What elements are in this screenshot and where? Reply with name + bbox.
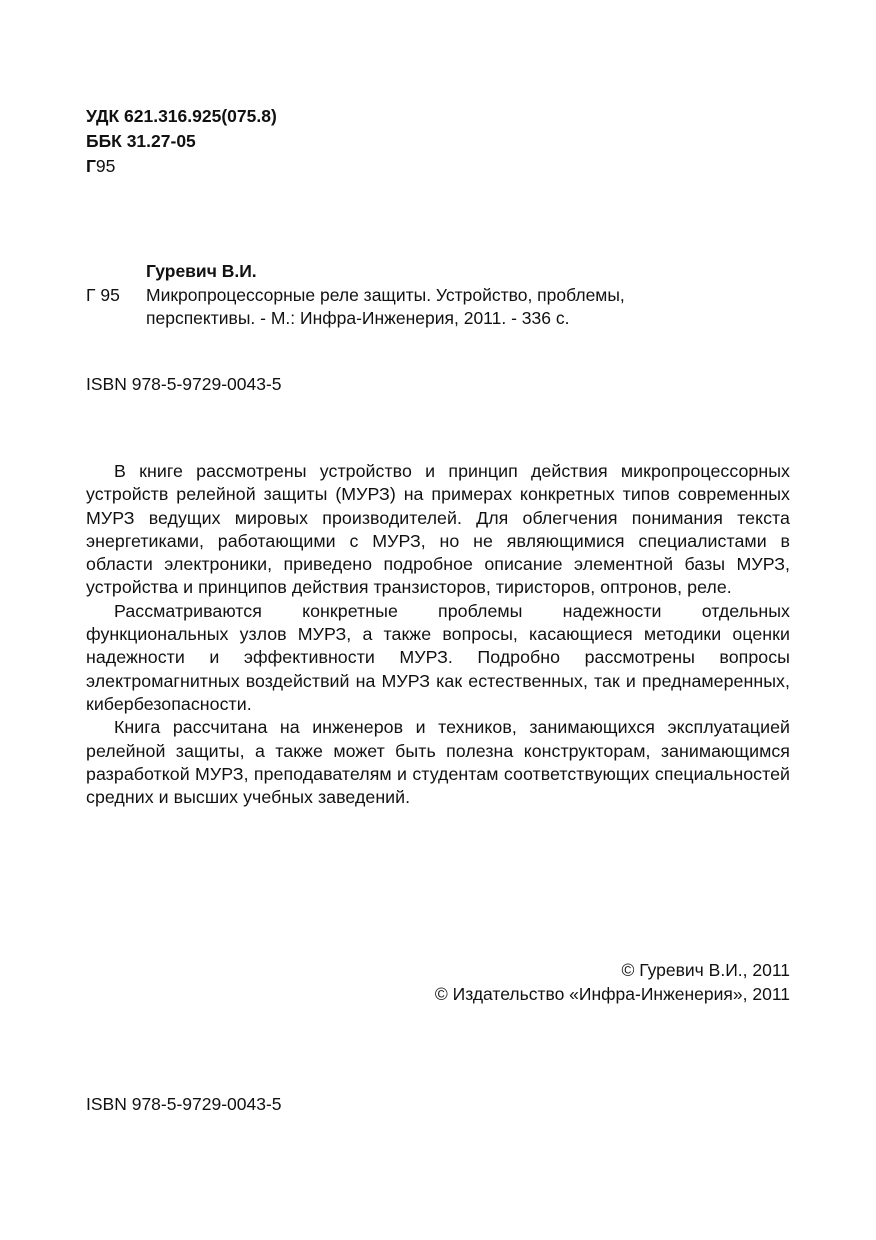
copyright-notice <box>435 958 790 1006</box>
annotation-paragraph: В книге рассмотрены устройство и принцип действия микропроцессорных устройств релейной защиты (МУРЗ) на примерах конкретных типов современных МУРЗ ведущих мировых производителей. Для облегчения понимания текста энергетиками, работающими с МУРЗ, но не являющимися специалистами в области электроники, приведено подробное описание элементной базы МУРЗ, устройства и принципов действия транзисторов, тиристоров, оптронов, реле. <box>86 461 790 598</box>
catalog-key: Г 95 <box>86 284 120 305</box>
catalog-title-line-1: Микропроцессорные реле защиты. Устройство, проблемы, <box>146 284 625 305</box>
isbn-bottom: ISBN 978-5-9729-0043-5 <box>86 1094 282 1114</box>
copyright-author: © Гуревич В.И., 2011 <box>621 960 790 980</box>
annotation-paragraph: Книга рассчитана на инженеров и техников, занимающихся эксплуатацией релейной защиты, а также может быть полезна конструкторам, занимающимся разработкой МУРЗ, преподавателям и студентам соответствующих специальностей средних и высших учебных заведений. <box>86 717 790 808</box>
bbk-code: ББК 31.27-05 <box>86 131 196 151</box>
author-mark-number: 95 <box>95 156 116 176</box>
isbn-top: ISBN 978-5-9729-0043-5 <box>86 374 282 394</box>
catalog-title-line-2: перспективы. - М.: Инфра-Инженерия, 2011. - 336 с. <box>146 308 570 328</box>
catalog-entry <box>86 260 806 331</box>
udk-code: УДК 621.316.925(075.8) <box>86 106 277 126</box>
author-mark-letter: Г <box>86 156 96 176</box>
annotation <box>86 460 790 809</box>
copyright-publisher: © Издательство «Инфра-Инженерия», 2011 <box>434 984 790 1004</box>
classification-codes <box>86 104 277 179</box>
annotation-paragraph: Рассматриваются конкретные проблемы надежности отдельных функциональных узлов МУРЗ, а также вопросы, касающиеся методики оценки надежности и эффективности МУРЗ. Подробно рассмотрены вопросы электромагнитных воздействий на МУРЗ как естественных, так и преднамеренных, кибербезопасности. <box>86 600 790 714</box>
author-mark <box>86 154 277 179</box>
catalog-author: Гуревич В.И. <box>146 261 257 281</box>
